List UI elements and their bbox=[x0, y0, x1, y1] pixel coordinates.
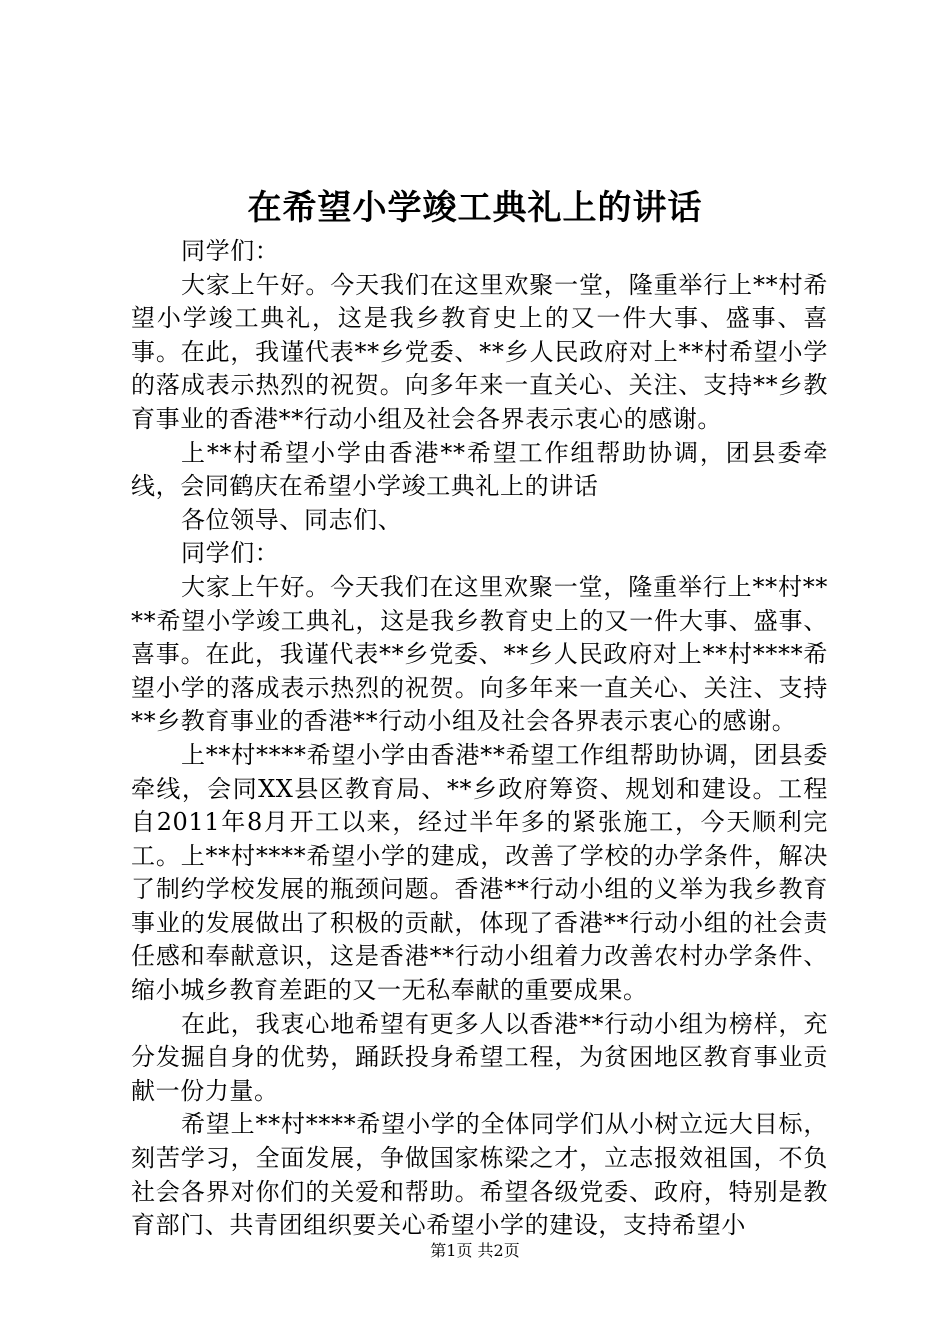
paragraph-opening-1: 大家上午好。今天我们在这里欢聚一堂，隆重举行上**村希望小学竣工典礼，这是我乡教育史上的又一件大事、盛事、喜事。在此，我谨代表**乡党委、**乡人民政府对上**村希望小学的落成表示热烈的祝贺。向多年来一直关心、关注、支持**乡教育事业的香港**行动小组及社会各界表示衷心的感谢。 bbox=[131, 270, 828, 433]
paragraph-salutation: 各位领导、同志们、 bbox=[181, 505, 403, 534]
paragraph-opening-2: 大家上午好。今天我们在这里欢聚一堂，隆重举行上**村****希望小学竣工典礼，这是我乡教育史上的又一件大事、盛事、喜事。在此，我谨代表**乡党委、**乡人民政府对上**村****希望小学的落成表示热烈的祝贺。向多年来一直关心、关注、支持**乡教育事业的香港**行动小组及社会各界表示衷心的感谢。 bbox=[131, 572, 828, 736]
document-body bbox=[131, 235, 828, 1243]
paragraph-greeting-2: 同学们： bbox=[181, 539, 280, 568]
paragraph-school-construction: 上**村****希望小学由香港**希望工作组帮助协调，团县委牵线，会同XX县区教育局、**乡政府筹资、规划和建设。工程自2011年8月开工以来，经过半年多的紧张施工，今天顺利完工。上**村****希望小学的建成，改善了学校的办学条件，解决了制约学校发展的瓶颈问题。香港**行动小组的义举为我乡教育事业的发展做出了积极的贡献，体现了香港**行动小组的社会责任感和奉献意识，这是香港**行动小组着力改善农村办学条件、缩小城乡教育差距的又一无私奉献的重要成果。 bbox=[131, 740, 828, 1005]
document-title: 在希望小学竣工典礼上的讲话 bbox=[247, 188, 703, 228]
paragraph-school-intro-1: 上**村希望小学由香港**希望工作组帮助协调，团县委牵线，会同鹤庆在希望小学竣工典礼上的讲话 bbox=[131, 438, 828, 501]
page-footer: 第1页 共2页 bbox=[430, 1241, 520, 1260]
paragraph-call-to-action: 在此，我衷心地希望有更多人以香港**行动小组为榜样，充分发掘自身的优势，踊跃投身希望工程，为贫困地区教育事业贡献一份力量。 bbox=[131, 1009, 828, 1105]
paragraph-greeting-1: 同学们： bbox=[181, 237, 280, 265]
paragraph-hopes: 希望上**村****希望小学的全体同学们从小树立远大目标，刻苦学习，全面发展，争做国家栋梁之才，立志报效祖国，不负社会各界对你们的关爱和帮助。希望各级党委、政府，特别是教育部门、共青团组织要关心希望小学的建设，支持希望小 bbox=[131, 1110, 828, 1240]
